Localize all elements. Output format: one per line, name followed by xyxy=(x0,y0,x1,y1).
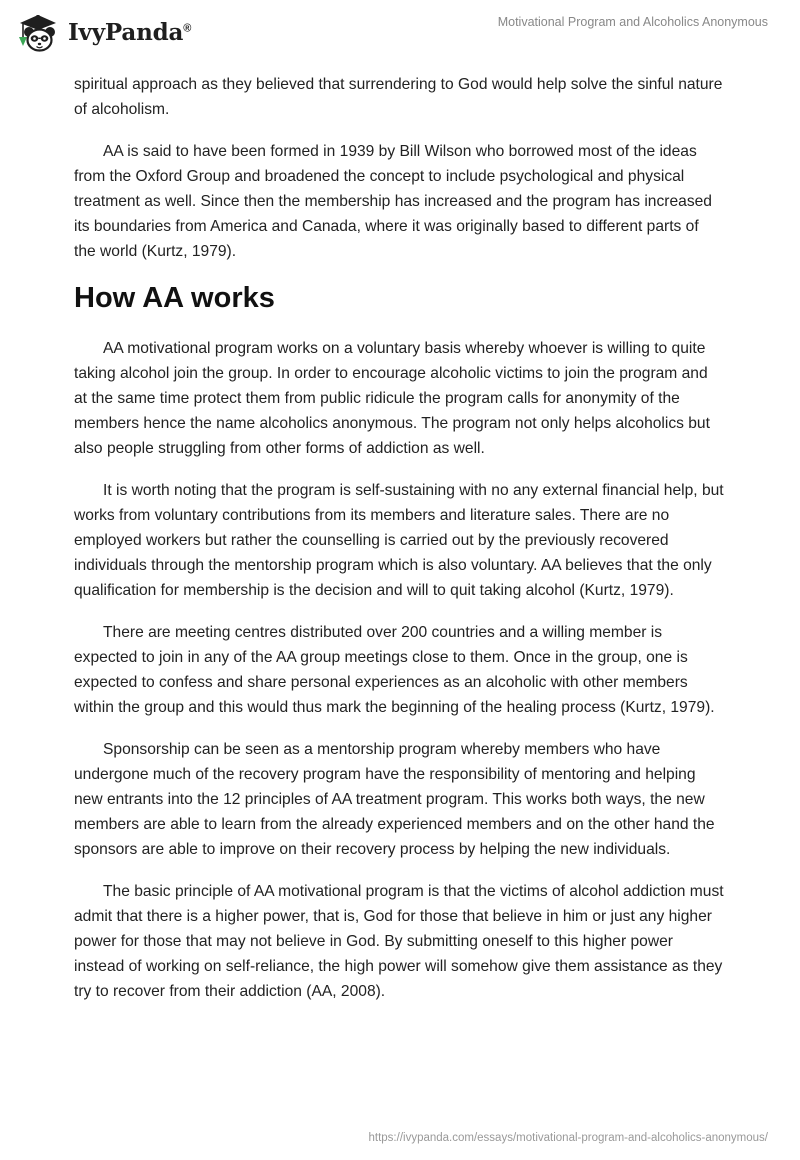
paragraph: Sponsorship can be seen as a mentorship program whereby members who have undergone much of the recovery program have the responsibility of mentoring and helping new entrants into the 12 principles of AA treatment program. This works both ways, the new members are able to learn from the already experienced members and on the other hand the sponsors are able to improve on their recovery process by helping the new individuals. xyxy=(74,741,715,858)
paragraph: The basic principle of AA motivational program is that the victims of alcohol addiction must admit that there is a higher power, that is, God for those that believe in him or just any higher power for those that may not believe in God. By submitting oneself to this higher power instead of working on self-reliance, the high power will somehow give them assistance as they try to recover from their addiction (AA, 2008). xyxy=(74,883,724,1000)
brand-logo[interactable] xyxy=(14,10,191,54)
paragraph-continued: spiritual approach as they believed that surrendering to God would help solve the sinful nature of alcoholism. xyxy=(74,76,723,118)
source-url[interactable]: https://ivypanda.com/essays/motivational-program-and-alcoholics-anonymous/ xyxy=(368,1132,768,1144)
page-header xyxy=(0,0,800,62)
paragraph: AA is said to have been formed in 1939 by Bill Wilson who borrowed most of the ideas from the Oxford Group and broadened the concept to include psychological and physical treatment as well. Since then the membership has increased and the program has increased its boundaries from America and Canada, where it was originally based to different parts of the world (Kurtz, 1979). xyxy=(74,143,712,260)
brand-name xyxy=(68,19,191,46)
panda-graduate-icon xyxy=(14,10,62,54)
paragraph: AA motivational program works on a voluntary basis whereby whoever is willing to quite taking alcohol join the group. In order to encourage alcoholic victims to join the program and at the same time protect them from public ridicule the program calls for anonymity of the members hence the name alcoholics anonymous. The program not only helps alcoholics but also people struggling from other forms of addiction as well. xyxy=(74,340,710,457)
section-heading: How AA works xyxy=(74,282,275,314)
registered-mark: ® xyxy=(183,21,192,34)
paragraph: There are meeting centres distributed over 200 countries and a willing member is expected to join in any of the AA group meetings close to them. Once in the group, one is expected to confess and share personal experiences as an alcoholic with other members within the group and this would thus mark the beginning of the healing process (Kurtz, 1979). xyxy=(74,624,715,716)
paragraph: It is worth noting that the program is self-sustaining with no any external financial help, but works from voluntary contributions from its members and literature sales. There are no employed workers but rather the counselling is carried out by the previously recovered individuals through the mentorship program which is also voluntary. AA believes that the only qualification for membership is the decision and will to quit taking alcohol (Kurtz, 1979). xyxy=(74,482,724,599)
brand-name-text: IvyPanda xyxy=(68,18,184,46)
essay-content xyxy=(74,72,724,1021)
running-title: Motivational Program and Alcoholics Anonymous xyxy=(497,15,768,29)
